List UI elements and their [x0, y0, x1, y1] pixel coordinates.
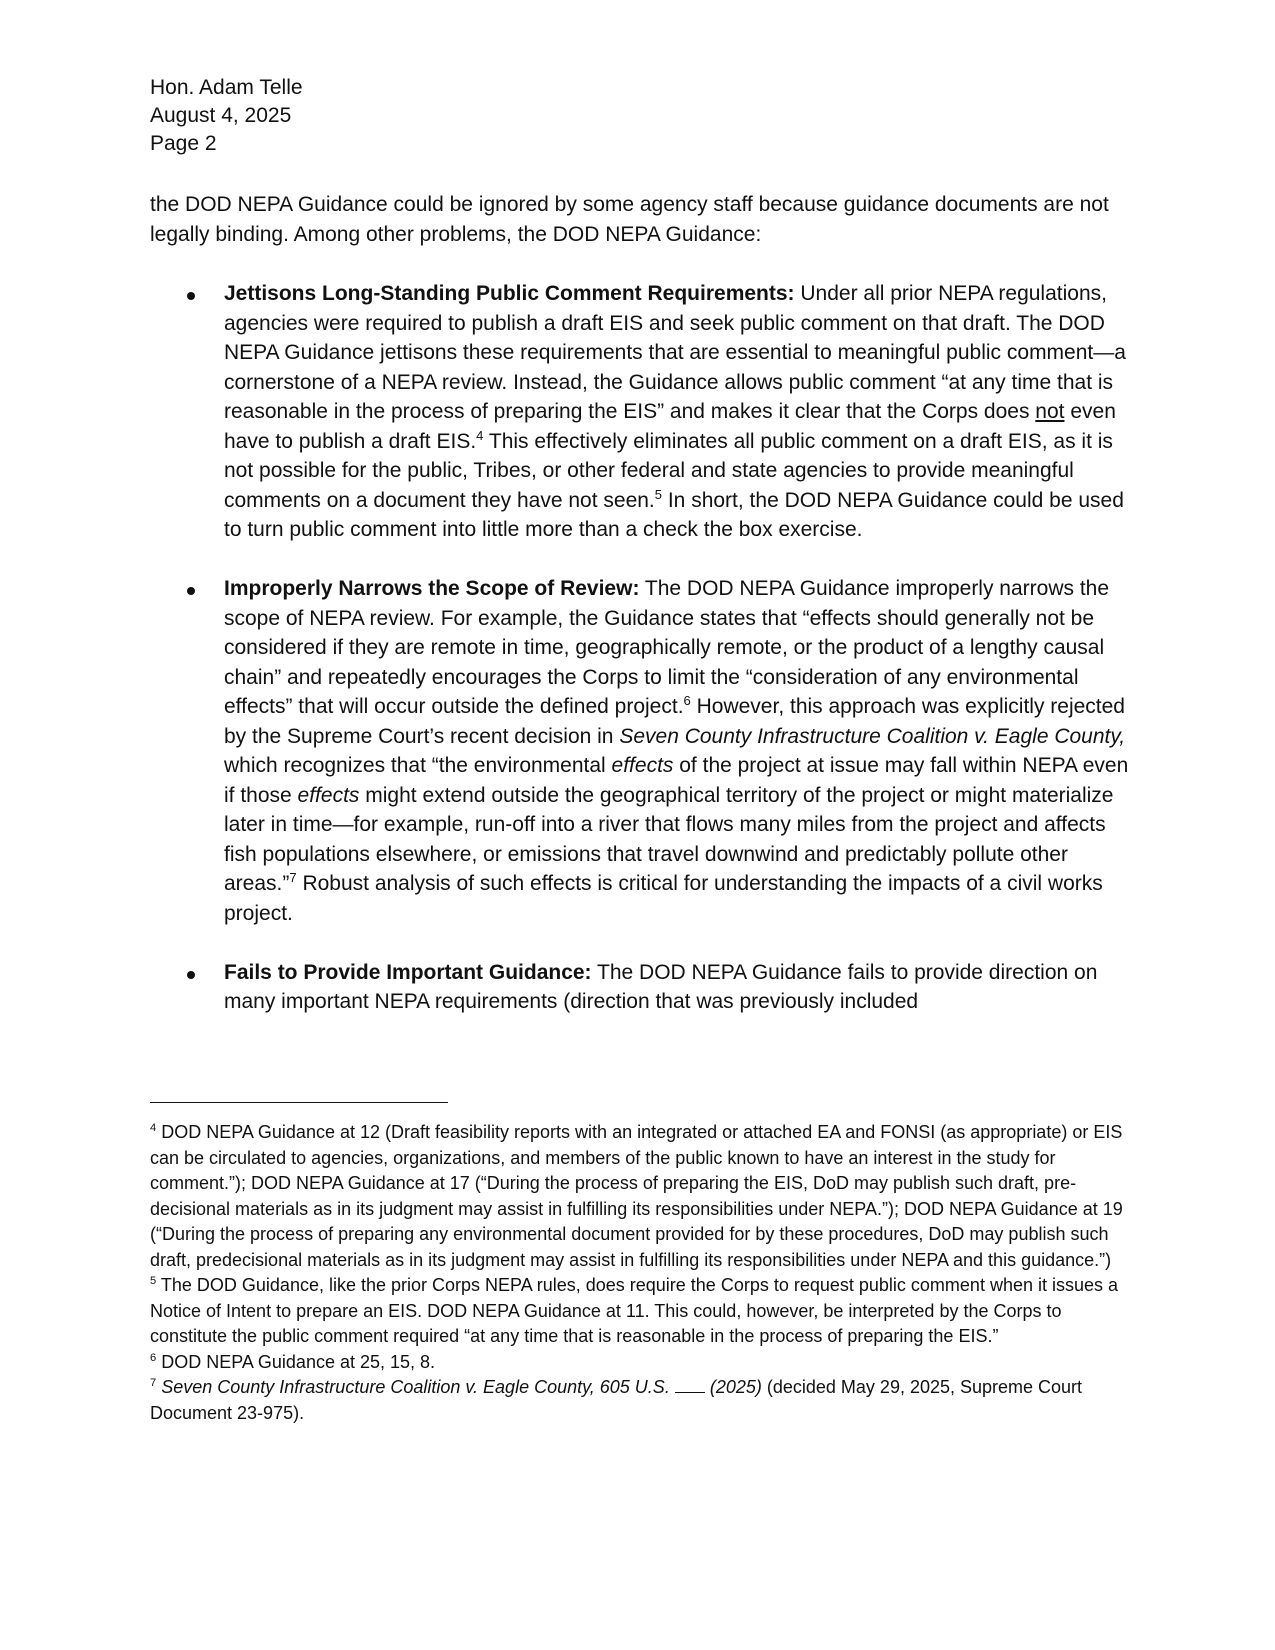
footnote-number: 7	[150, 1377, 157, 1389]
footnote: $^6$ DOD NEPA Guidance at 25, 15, 8.	[150, 1351, 436, 1372]
bullet-icon	[187, 971, 195, 979]
bullet-icon	[187, 587, 195, 595]
recipient-name: Hon. Adam Telle	[150, 76, 303, 99]
page-number: Page 2	[150, 132, 217, 155]
list-item: Fails to Provide Important Guidance: The DOD NEPA Guidance fails to provide direction on many important NEPA requirements (direction that was previously included	[150, 958, 1140, 1017]
footnote-ref[interactable]: 5	[654, 486, 663, 502]
bullet-heading: Jettisons Long-Standing Public Comment Requirements:	[224, 282, 795, 305]
bullet-icon	[187, 292, 195, 300]
list-item: Improperly Narrows the Scope of Review: The DOD NEPA Guidance improperly narrows the scope of NEPA review. For example, the Guidance states that “effects should generally not be considered if they are remote in time, geographically remote, or the product of a lengthy causal chain” and repeatedly encourages the Corps to limit the “consideration of any environmental effects” that will occur outside the defined project.$^6$ However, this approach was explicitly rejected by the Supreme Court’s recent decision in Seven County Infrastructure Coalition v. Eagle County, which recognizes that “the environmental effects of the project at issue may fall within NEPA even if those effects might extend outside the geographical territory of the project or might materialize later in time—for example, run-off into a river that flows many miles from the project and affects fish populations elsewhere, or emissions that travel downwind and predictably pollute other areas.”$^7$ Robust analysis of such effects is critical for understanding the impacts of a civil works project.	[150, 574, 1140, 928]
footnote-divider	[150, 1102, 448, 1103]
footnote: $^4$ DOD NEPA Guidance at 12 (Draft feasibility reports with an integrated or attached EA and FONSI (as appropriate) or EIS can be circulated to agencies, organizations, and members of the public known to have an interest in the study for comment.”); DOD NEPA Guidance at 17 (“During the process of preparing the EIS, DoD may publish such draft, pre-decisional materials as in its judgment may assist in fulfilling its responsibilities under NEPA.”); DOD NEPA Guidance at 19 (“During the process of preparing any environmental document provided for by these procedures, DoD may publish such draft, predecisional materials as in its judgment may assist in fulfilling its responsibilities under NEPA and this guidance.”)	[150, 1122, 1123, 1270]
bullet-heading: Improperly Narrows the Scope of Review:	[224, 577, 640, 600]
footnote: $^5$ The DOD Guidance, like the prior Corps NEPA rules, does require the Corps to request public comment when it issues a Notice of Intent to prepare an EIS. DOD NEPA Guidance at 11. This could, however, be interpreted by the Corps to constitute the public comment required “at any time that is reasonable in the process of preparing the EIS.”	[150, 1275, 1119, 1346]
case-name: Seven County Infrastructure Coalition v. Eagle County,	[619, 724, 1126, 748]
footnotes	[150, 1120, 1140, 1426]
list-item: Jettisons Long-Standing Public Comment Requirements: Under all prior NEPA regulations, agencies were required to publish a draft EIS and seek public comment on that draft. The DOD NEPA Guidance jettisons these requirements that are essential to meaningful public comment—a cornerstone of a NEPA review. Instead, the Guidance allows public comment “at any time that is reasonable in the process of preparing the EIS” and makes it clear that the Corps does not even have to publish a draft EIS.$^4$ This effectively eliminates all public comment on a draft EIS, as it is not possible for the public, Tribes, or other federal and state agencies to provide meaningful comments on a document they have not seen.$^5$ In short, the DOD NEPA Guidance could be used to turn public comment into little more than a check the box exercise.	[150, 279, 1140, 545]
footnote-number: 4	[150, 1122, 157, 1134]
footnote-number: 6	[150, 1351, 157, 1364]
footnote-ref[interactable]: 6	[683, 693, 691, 708]
underlined-word: not	[1035, 400, 1065, 423]
case-citation: Seven County Infrastructure Coalition v. Eagle County, 605 U.S.	[156, 1377, 675, 1397]
letter-date: August 4, 2025	[150, 104, 292, 127]
bullet-heading: Fails to Provide Important Guidance:	[224, 960, 592, 984]
letter-header	[150, 74, 303, 158]
problems-list	[150, 279, 1140, 1017]
footnote: $^7$ Seven County Infrastructure Coalition v. Eagle County, 605 U.S. (2025) (decided May 29, 2025, Supreme Court Document 23-975).	[150, 1377, 1083, 1423]
footnote-ref[interactable]: 7	[289, 870, 297, 885]
footnote-ref[interactable]: 4	[476, 427, 484, 443]
footnote-number: 5	[150, 1275, 157, 1287]
intro-paragraph: the DOD NEPA Guidance could be ignored by some agency staff because guidance documents are not legally binding. Among other problems, the DOD NEPA Guidance:	[150, 193, 1109, 246]
citation-blank	[675, 1391, 705, 1393]
